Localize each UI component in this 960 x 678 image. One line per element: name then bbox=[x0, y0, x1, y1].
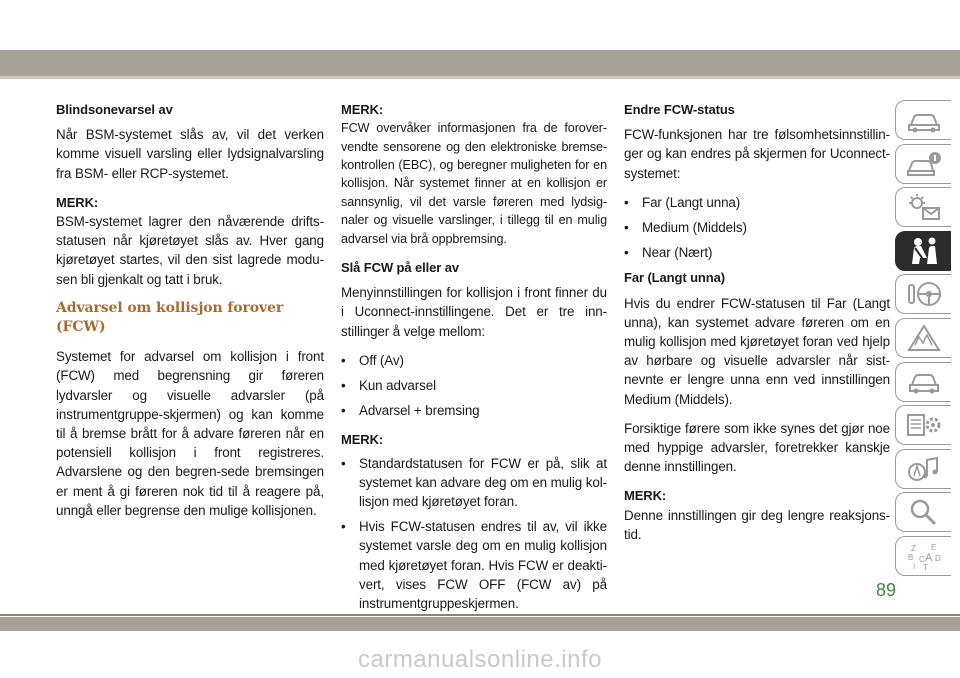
top-margin bbox=[0, 0, 960, 50]
car-view-icon bbox=[905, 105, 943, 135]
paragraph: Systemet for advarsel om kollisjon i front (FCW) med begrensning gir føreren lydvarsler og visuelle advarsler (på instrumentgruppe-skjermen) og kan komme til å bremse brått for å advare føreren når en potensiell kollisjon i front registreres. Advarslene og den begren-sede bremsingen er ment å gi føreren nok tid til å reagere på, unngå eller begrense den mulige kollisjonen. bbox=[56, 349, 324, 518]
search-icon bbox=[905, 497, 943, 527]
tab-car-info[interactable] bbox=[895, 144, 951, 184]
list-item: • Near (Nært) bbox=[624, 245, 713, 261]
svg-text:A: A bbox=[924, 551, 932, 564]
svg-text:I: I bbox=[912, 561, 915, 571]
tab-car-view[interactable] bbox=[895, 100, 951, 140]
tab-search[interactable] bbox=[895, 492, 951, 532]
car-info-icon bbox=[905, 149, 943, 179]
paragraph: Når BSM-systemet slås av, vil det verken komme visuell varsling eller lydsignalvarsling fra BSM- eller RCP-systemet. bbox=[56, 127, 324, 181]
svg-text:Z: Z bbox=[910, 543, 916, 553]
svg-text:E: E bbox=[930, 542, 936, 552]
steering-wheel-icon bbox=[905, 279, 943, 309]
tab-roadside[interactable] bbox=[895, 318, 951, 358]
footer-line bbox=[0, 614, 960, 616]
tab-index[interactable] bbox=[895, 536, 951, 576]
heading-change-fcw-status: Endre FCW-status bbox=[624, 102, 735, 117]
list-item: • Far (Langt unna) bbox=[624, 194, 741, 210]
watermark: carmanualsonline.info bbox=[358, 646, 602, 673]
section-title-fcw: Advarsel om kollisjon forover (FCW) bbox=[56, 299, 284, 336]
paragraph: Forsiktige førere som ikke synes det gjør noe med hyppige advarsler, foretrekker kanskje denne innstillingen. bbox=[624, 420, 890, 475]
tab-warning-lights[interactable] bbox=[895, 187, 951, 227]
note-label: MERK: bbox=[56, 194, 99, 210]
note-label: MERK: bbox=[341, 432, 384, 448]
car-service-icon bbox=[905, 367, 943, 397]
tab-safety[interactable] bbox=[895, 231, 951, 271]
list-item: • Medium (Middels) bbox=[624, 220, 747, 236]
roadside-warning-icon bbox=[905, 323, 943, 353]
list-item: • Hvis FCW-statusen endres til av, vil ikke systemet varsle deg om en mulig kollisjon med kjøretøyet foran. Hvis FCW er deakti-vert, vises FCW OFF (FCW av) på instrumentgruppeskjermen. bbox=[341, 519, 607, 612]
note-text: BSM-systemet lagrer den nåværende drifts-statusen når kjøretøyet slås av. Hver gang kjøretøyet startes, vil den sist lagrede modu-sen bli gjenkalt og tatt i bruk. bbox=[56, 214, 324, 287]
list-item: • Standardstatusen for FCW er på, slik at systemet kan advare deg om en mulig kol-lisjon med kjøretøyet foran. bbox=[341, 455, 607, 510]
heading-far: Far (Langt unna) bbox=[624, 270, 725, 286]
note-label: MERK: bbox=[341, 102, 384, 117]
safety-seatbelt-icon bbox=[905, 236, 943, 266]
maintenance-gear-icon bbox=[905, 410, 943, 440]
column-2 bbox=[341, 100, 607, 619]
tab-steering[interactable] bbox=[895, 274, 951, 314]
multimedia-icon bbox=[905, 454, 943, 484]
tab-multimedia[interactable] bbox=[895, 449, 951, 489]
paragraph: Menyinnstillingen for kollisjon i front finner du i Uconnect-innstillingene. Det er tre inn-stillinger å velge mellom: bbox=[341, 285, 607, 339]
paragraph: FCW-funksjonen har tre følsomhetsinnstillin-ger og kan endres på skjermen for Uconnect-systemet: bbox=[624, 127, 890, 181]
heading-toggle-fcw: Slå FCW på eller av bbox=[341, 260, 460, 276]
page-number: 89 bbox=[875, 580, 896, 600]
header-band bbox=[0, 50, 960, 76]
warning-lights-icon bbox=[905, 192, 943, 222]
note-text: Denne innstillingen gir deg lengre reaksjons-tid. bbox=[624, 507, 890, 542]
tab-maintenance[interactable] bbox=[895, 405, 951, 445]
column-1 bbox=[56, 100, 324, 530]
heading-blind-spot-off: Blindsonevarsel av bbox=[56, 102, 173, 117]
paragraph: Hvis du endrer FCW-statusen til Far (Langt unna), kan systemet advare føreren om en mulig kollisjon med kjøretøyet foran ved hjelp av hørbare og visuelle advarsler når sist-nevnte er lengre unna enn ved innstillingen Medium (Middels). bbox=[624, 295, 890, 407]
svg-text:T: T bbox=[922, 562, 928, 571]
footer-band bbox=[0, 617, 960, 631]
svg-text:C: C bbox=[918, 554, 925, 564]
svg-text:B: B bbox=[907, 552, 913, 562]
tab-car-service[interactable] bbox=[895, 362, 951, 402]
list-item: • Advarsel + bremsing bbox=[341, 403, 480, 419]
list-item: • Off (Av) bbox=[341, 352, 404, 368]
list-item: • Kun advarsel bbox=[341, 378, 436, 394]
header-band-line bbox=[0, 76, 960, 79]
column-3 bbox=[624, 100, 890, 554]
note-text: FCW overvåker informasjonen fra de forover-vendte sensorene og den elektroniske bremse-kontrollen (EBC), og beregner muligheten for en kollisjon. Når systemet finner at en kollisjon er sannsynlig, vil det varsle føreren med lydsig-naler og visuelle varslinger, i tillegg til en mulig advarsel via brå oppbremsing. bbox=[341, 121, 607, 246]
svg-text:D: D bbox=[934, 553, 941, 563]
chapter-tabs bbox=[895, 100, 955, 580]
index-az-icon bbox=[905, 541, 943, 571]
note-label: MERK: bbox=[624, 488, 667, 504]
